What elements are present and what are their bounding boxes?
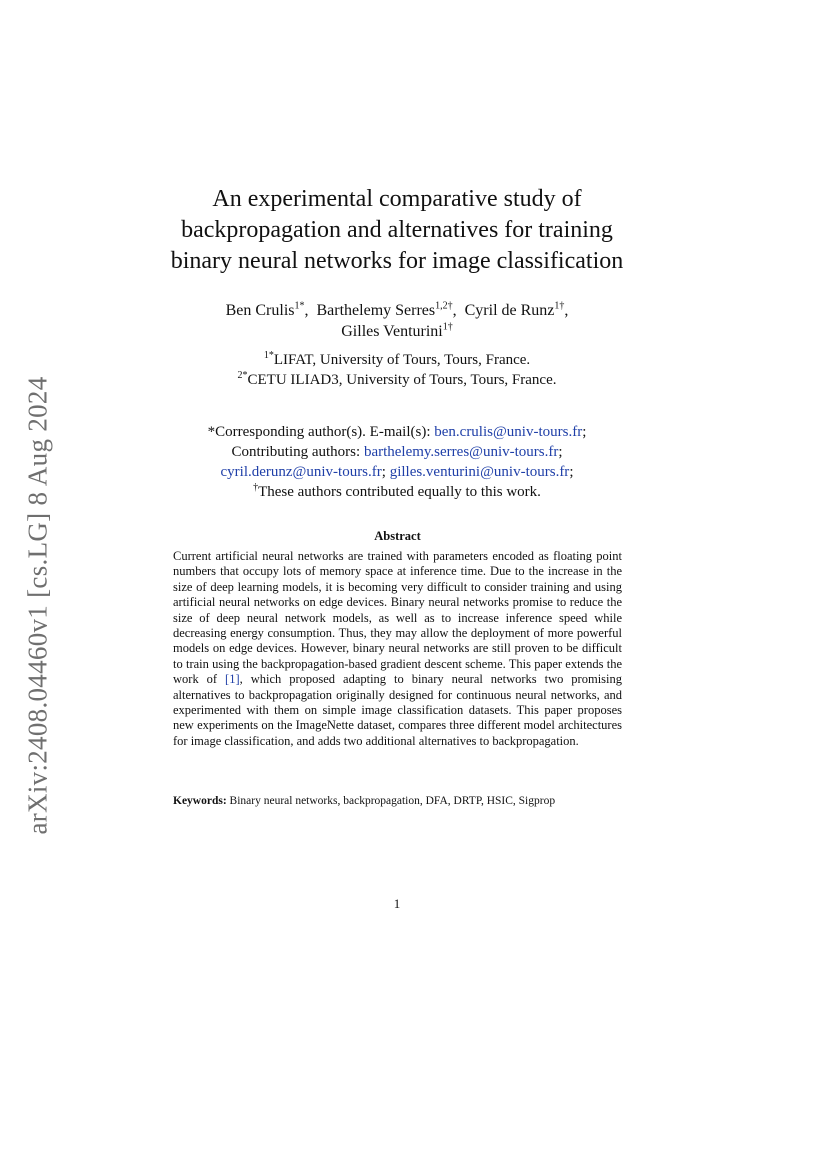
title-line: binary neural networks for image classification <box>170 248 624 274</box>
equal-contribution-mark: † <box>253 482 259 493</box>
author-list <box>170 300 624 342</box>
author-separator: , <box>452 302 457 319</box>
arxiv-side-stamp <box>14 365 62 845</box>
contributing-email-link[interactable]: barthelemy.serres@univ-tours.fr <box>363 444 559 460</box>
keywords <box>173 794 622 809</box>
author-name: Cyril de Runz <box>464 302 555 319</box>
equal-contribution-text: These authors contributed equally to this work. <box>258 484 541 500</box>
abstract-text: Current artificial neural networks are trained with parameters encoded as floating point numbers that occupy lots of memory space at inference time. Due to the increase in the size of deep learning models, it is becoming very difficult to consider training and using artificial neural networks on edge devices. Binary neural networks promise to reduce the size of deep neural network models, as well as to increase inference speed while decreasing energy consumption. Thus, they may allow the deployment of more powerful models on edge devices. However, binary neural networks are still proven to be difficult to train using the backpropagation-based gradient descent scheme. This paper extends the work of <box>173 549 622 687</box>
title-line: backpropagation and alternatives for training <box>181 217 613 243</box>
corresponding-label: *Corresponding author(s). E-mail(s): <box>207 424 431 440</box>
separator: ; <box>582 424 587 440</box>
affiliation-list <box>170 350 624 390</box>
separator: ; <box>381 464 386 480</box>
abstract-text: , which proposed adapting to binary neural networks two promising alternatives to backpropagation originally designed for continuous neural networks, and experimented with them on simple image classification datasets. This paper proposes new experiments on the ImageNette dataset, compares three different model architectures for image classification, and adds two additional alternatives to backpropagation. <box>173 672 623 748</box>
author-mark: 1† <box>442 321 453 333</box>
author-name: Gilles Venturini <box>341 323 443 340</box>
affiliation-mark: 1* <box>263 350 274 361</box>
contributing-label: Contributing authors: <box>231 444 361 460</box>
separator: ; <box>569 464 574 480</box>
arxiv-identifier: arXiv:2408.04460v1 [cs.LG] 8 Aug 2024 <box>22 375 53 835</box>
title-line: An experimental comparative study of <box>212 186 582 212</box>
corresponding-email-link[interactable]: ben.crulis@univ-tours.fr <box>434 424 583 440</box>
abstract-heading: Abstract <box>374 529 421 543</box>
keywords-text: Binary neural networks, backpropagation, DFA, DRTP, HSIC, Sigprop <box>229 795 556 807</box>
equal-contribution-note <box>150 482 644 502</box>
separator: ; <box>558 444 563 460</box>
keywords-label: Keywords: <box>173 795 227 807</box>
paper-title <box>150 184 644 277</box>
author-mark: 1† <box>554 300 565 312</box>
affiliation-text: CETU ILIAD3, University of Tours, Tours, France. <box>247 372 557 388</box>
contributing-authors-line <box>150 442 644 462</box>
affiliation-text: LIFAT, University of Tours, Tours, France. <box>273 352 531 368</box>
author-name: Barthelemy Serres <box>316 302 436 319</box>
page-number: 1 <box>393 896 401 911</box>
author-name: Ben Crulis <box>225 302 295 319</box>
contributing-email-link[interactable]: cyril.derunz@univ-tours.fr <box>220 464 382 480</box>
contact-block <box>150 422 644 502</box>
corresponding-author-line <box>150 422 644 442</box>
author-separator: , <box>304 302 309 319</box>
author-mark: 1* <box>294 300 305 312</box>
author-mark: 1,2† <box>435 300 453 312</box>
contributing-email-link[interactable]: gilles.venturini@univ-tours.fr <box>389 464 570 480</box>
contributing-emails-line <box>150 462 644 482</box>
affiliation <box>170 370 624 390</box>
affiliation-mark: 2* <box>237 370 248 381</box>
affiliation <box>170 350 624 370</box>
citation-link[interactable]: [1] <box>225 672 240 687</box>
abstract-body <box>173 549 622 749</box>
author-separator: , <box>564 302 569 319</box>
